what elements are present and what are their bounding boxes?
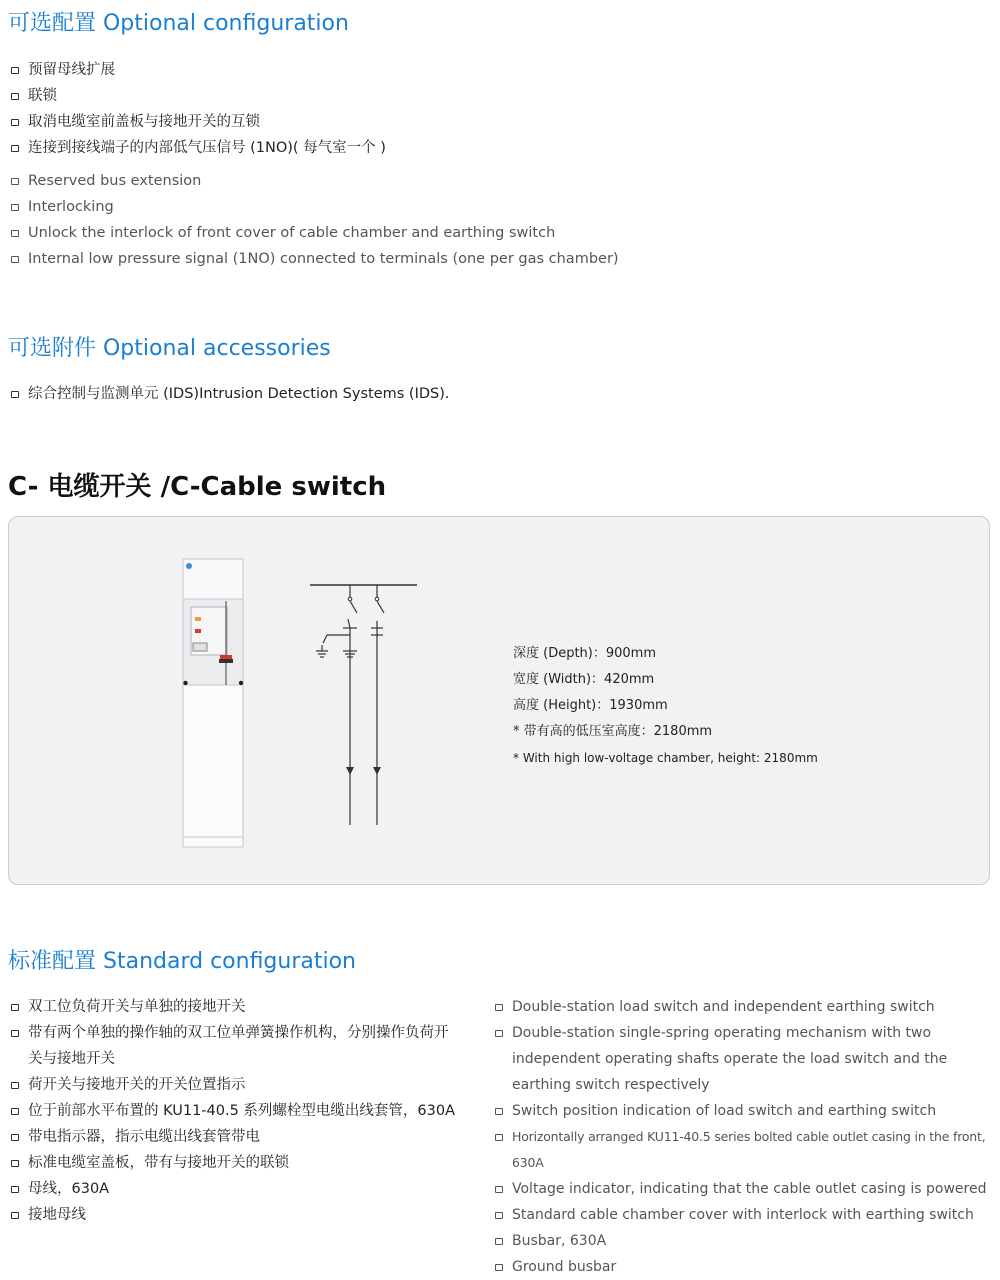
list-item: 连接到接线端子的内部低气压信号 (1NO)( 每气室一个 ) [8,135,386,161]
list-item: Ground busbar [492,1254,998,1280]
list-item: 带电指示器，指示电缆出线套管带电 [8,1124,478,1150]
list-item: Busbar, 630A [492,1228,998,1254]
list-item: Switch position indication of load switch and earthing switch [492,1098,998,1124]
cable-switch-panel [8,516,990,885]
standard-config-title: 标准配置 Standard configuration [8,949,357,974]
spec-width: 宽度 (Width)：420mm [513,672,655,687]
standard-config-cn-list [8,994,478,1228]
list-item: 双工位负荷开关与单独的接地开关 [8,994,478,1020]
cable-switch-title: C- 电缆开关 /C-Cable switch [8,472,387,502]
list-item: 预留母线扩展 [8,57,386,83]
list-item: Double-station load switch and independent earthing switch [492,994,998,1020]
list-item: 荷开关与接地开关的开关位置指示 [8,1072,478,1098]
spec-note-en: * With high low-voltage chamber, height: 2180mm [513,751,818,765]
list-item: Interlocking [8,194,619,220]
switchgear-cabinet-icon [181,557,247,849]
list-item: 标准电缆室盖板，带有与接地开关的联锁 [8,1150,478,1176]
list-item: 综合控制与监测单元 (IDS)Intrusion Detection Systems (IDS). [8,381,449,407]
list-item: 带有两个单独的操作轴的双工位单弹簧操作机构，分别操作负荷开关与接地开关 [8,1020,458,1072]
standard-config-en-list [492,994,998,1280]
list-item: 接地母线 [8,1202,478,1228]
optional-accessories-title: 可选附件 Optional accessories [8,336,331,361]
optional-config-en-list [8,168,619,272]
list-item: Unlock the interlock of front cover of cable chamber and earthing switch [8,220,619,246]
optional-accessories-list [8,381,449,407]
spec-height: 高度 (Height)：1930mm [513,698,668,713]
list-item: Voltage indicator, indicating that the cable outlet casing is powered [492,1176,998,1202]
list-item: 位于前部水平布置的 KU11-40.5 系列螺栓型电缆出线套管，630A [8,1098,478,1124]
spec-note-cn: * 带有高的低压室高度：2180mm [513,724,713,739]
optional-config-title: 可选配置 Optional configuration [8,11,349,36]
list-item: 母线，630A [8,1176,478,1202]
list-item: 联锁 [8,83,386,109]
spec-depth: 深度 (Depth)：900mm [513,646,657,661]
cable-switch-specs [513,641,818,771]
list-item: Standard cable chamber cover with interlock with earthing switch [492,1202,998,1228]
single-line-diagram-icon [305,577,420,827]
optional-config-cn-list [8,57,386,161]
list-item: Double-station single-spring operating mechanism with two independent operating shafts operate the load switch and the earthing switch respectively [492,1020,998,1098]
list-item: 取消电缆室前盖板与接地开关的互锁 [8,109,386,135]
list-item: Reserved bus extension [8,168,619,194]
list-item: Horizontally arranged KU11-40.5 series bolted cable outlet casing in the front, 630A [492,1124,998,1176]
list-item: Internal low pressure signal (1NO) connected to terminals (one per gas chamber) [8,246,619,272]
